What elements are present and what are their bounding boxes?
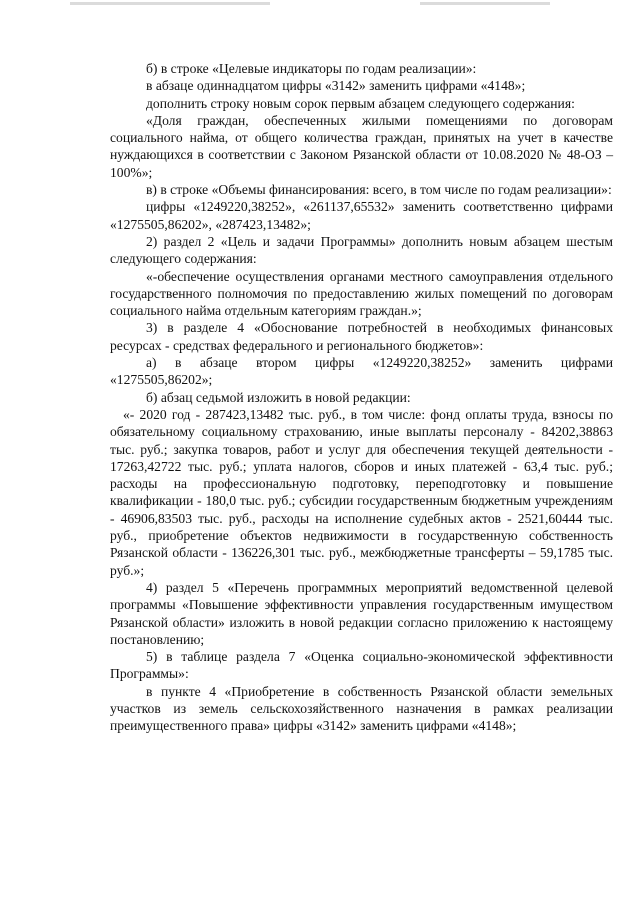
paragraph-replace-figures: цифры «1249220,38252», «261137,65532» заменить соответственно цифрами «1275505,86202», «287423,13482»;: [110, 199, 613, 232]
paragraph-share-of-citizens: «Доля граждан, обеспеченных жилыми помещениями по договорам социального найма, от общего количества граждан, принятых на учет в качестве нуждающихся в соответствии с Законом Рязанской области от 10.08.2020 № 48-ОЗ – 100%»;: [110, 112, 613, 180]
paragraph-section-2: 2) раздел 2 «Цель и задачи Программы» дополнить новым абзацем шестым следующего содержания:: [110, 233, 613, 267]
paragraph-item-4-land: в пункте 4 «Приобретение в собственность Рязанской области земельных участков из земель сельскохозяйственного назначения в рамках реализации преимущественного права» цифры «3142» заменить цифрами «4148»;: [110, 683, 613, 734]
paragraph-b-target-indicators: б) в строке «Целевые индикаторы по годам реализации»:: [146, 61, 477, 76]
paragraph-local-self-government: «-обеспечение осуществления органами местного самоуправления отдельного государственного полномочия по предоставлению жилых помещений по договорам социального найма отдельным категориям граждан.»;: [110, 268, 613, 319]
paragraph-add-forty-first: дополнить строку новым сорок первым абзацем следующего содержания:: [146, 95, 575, 111]
paragraph-section-7-table: 5) в таблице раздела 7 «Оценка социально-экономической эффективности Программы»:: [110, 649, 613, 682]
paragraph-v-financing-volumes: в) в строке «Объемы финансирования: всего, в том числе по годам реализации»:: [146, 182, 612, 198]
paragraph-section-4: 3) в разделе 4 «Обоснование потребностей в необходимых финансовых ресурсах - средствах федерального и регионального бюджетов»:: [110, 320, 613, 353]
paragraph-a-second-paragraph: а) в абзаце втором цифры «1249220,38252» заменить цифрами «1275505,86202»;: [110, 355, 613, 388]
paragraph-section-5: 4) раздел 5 «Перечень программных мероприятий ведомственной целевой программы «Повышение эффективности управления государственным имуществом Рязанской области» изложить в новой редакции согласно приложению к настоящему постановлению;: [110, 579, 613, 647]
paragraph-b-seventh-paragraph: б) абзац седьмой изложить в новой редакции:: [146, 389, 411, 405]
paragraph-2020-budget: «- 2020 год - 287423,13482 тыс. руб., в том числе: фонд оплаты труда, взносы по обязательному социальному страхованию, иные выплаты персоналу - 84202,38863 тыс. руб.; закупка товаров, работ и услуг для обеспечения текущей деятельности - 17263,42722 тыс. руб.; уплата налогов, сборов и иных платежей - 63,4 тыс. руб.; расходы на профессиональную подготовку, переподготовку и повышение квалификации - 180,0 тыс. руб.; субсидии государственным бюджетным учреждениям - 46906,83503 тыс. руб., расходы на исполнение судебных актов - 2521,60444 тыс. руб., приобретение объектов недвижимости в государственную собственность Рязанской области - 136226,301 тыс. руб., межбюджетные трансферты – 59,1785 тыс. руб.»;: [110, 406, 613, 578]
scan-artifact-left: [70, 2, 270, 5]
scan-artifact-right: [420, 2, 550, 5]
document-body: [110, 60, 613, 735]
paragraph-paragraph-eleven: в абзаце одиннадцатом цифры «3142» заменить цифрами «4148»;: [146, 78, 526, 94]
